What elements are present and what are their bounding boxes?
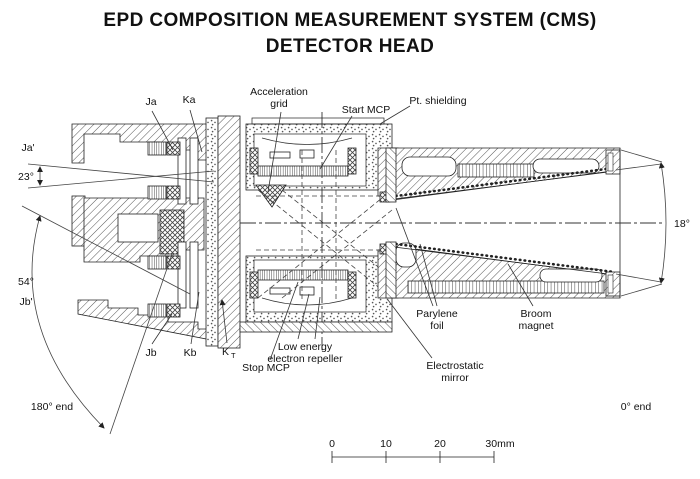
scale-tick-30mm: 30mm [485,438,515,450]
label-kt-subscript: T [231,351,236,360]
section-bulkhead-wall [218,116,240,348]
left-lower-side-wall [72,196,85,246]
septum-inner-block [118,214,158,242]
label-electrostatic-line2: mirror [441,372,469,384]
label-180-end: 180° end [30,401,74,413]
label-acceleration-grid-line2: grid [270,98,288,110]
label-parylene-line1: Parylene [416,308,458,320]
label-parylene-line2: foil [430,320,444,332]
label-angle-18: 18° [674,218,690,230]
label-kb: Kb [183,347,197,359]
scale-tick-10: 10 [380,438,392,450]
label-broom-line1: Broom [520,308,552,320]
label-repeller-line1: Low energy [277,341,333,353]
label-jb-prime: Jb' [19,296,33,308]
label-ja: Ja [145,96,157,108]
label-angle-23: 23° [18,171,34,183]
scale-tick-0: 0 [329,438,335,450]
scale-tick-20: 20 [434,438,446,450]
label-0-end: 0° end [620,401,652,413]
label-broom-line2: magnet [518,320,554,332]
label-kt: K [222,346,230,358]
label-stop-mcp: Stop MCP [242,362,290,374]
label-pt-shielding: Pt. shielding [409,95,467,107]
label-repeller-line2: electron repeller [267,353,343,365]
label-electrostatic-line1: Electrostatic [426,360,484,372]
left-collimator-assembly [72,116,240,348]
label-ja-prime: Ja' [21,142,35,154]
broom-magnet-lower [408,281,604,293]
label-angle-54: 54° [18,276,34,288]
broom-magnet-upper [458,164,534,177]
label-jb: Jb [145,347,157,359]
label-acceleration-grid-line1: Acceleration [250,86,308,98]
label-ka: Ka [182,94,196,106]
detector-stack-stipple-column [206,118,218,346]
figure-title-line2: DETECTOR HEAD [265,36,435,57]
label-start-mcp: Start MCP [341,104,391,116]
figure-title-line1: EPD COMPOSITION MEASUREMENT SYSTEM (CMS) [103,10,597,31]
center-detector-body [240,112,398,350]
scale-bar [329,438,515,463]
body-top-cap [252,118,384,124]
